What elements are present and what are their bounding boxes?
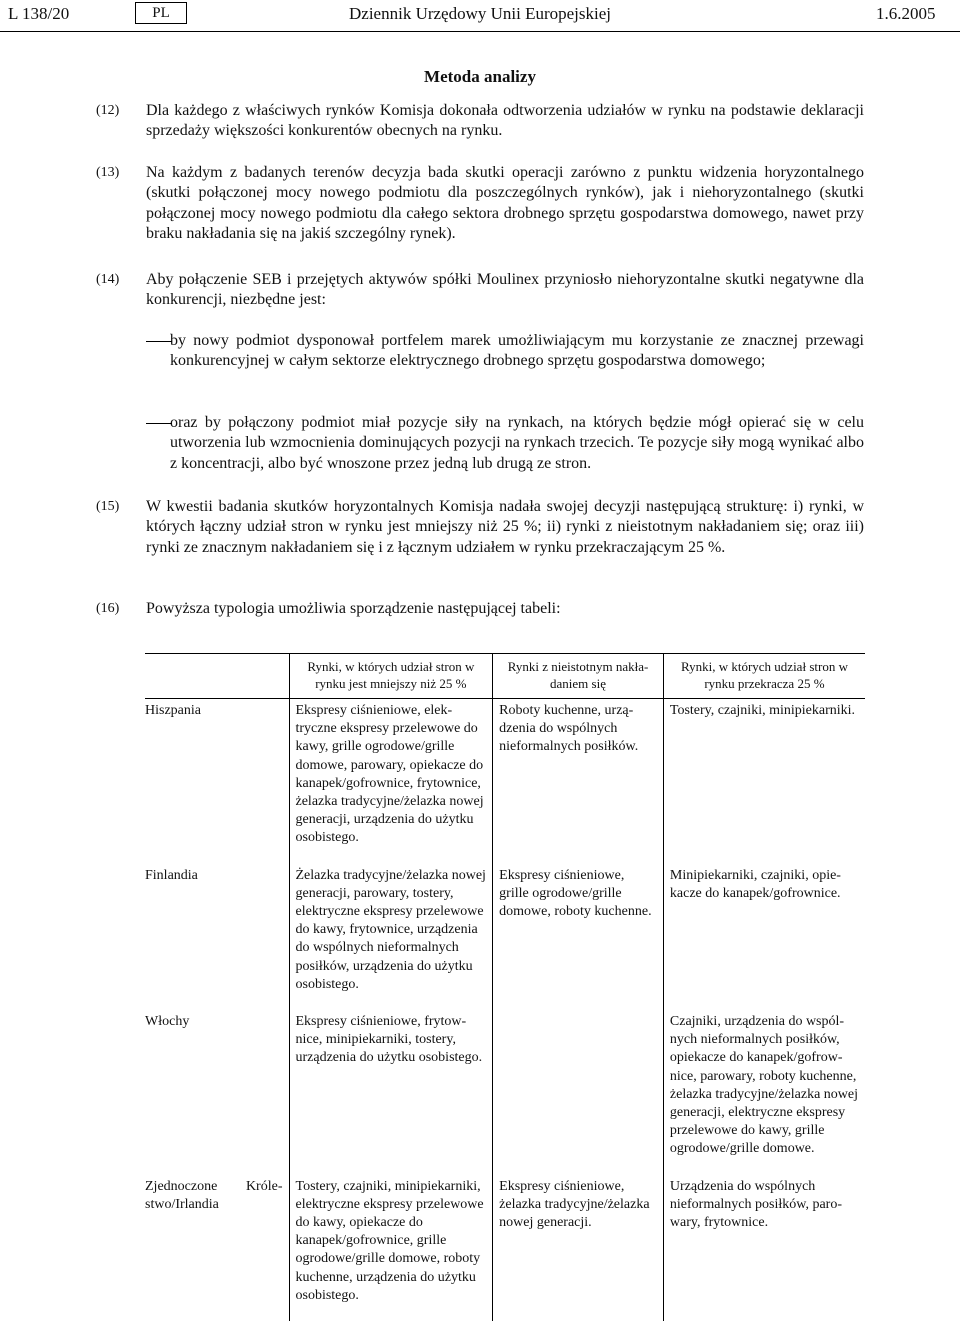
section-title: Metoda analizy [424, 67, 536, 86]
paragraph-text: Dla każdego z właściwych rynków Komisja dokonała odtworzenia udziałów w rynku na podstawie deklaracji sprzedaży większości konkurentów obecnych na rynku. [146, 102, 864, 140]
table-cell: Minipiekarniki, czajniki, opiekacze do kanapek/gofrownice. [663, 864, 865, 1010]
dash-text: oraz by połączony podmiot miał pozycje siły na rynkach, na których będzie mógł opierać się w celu utworzenia lub wzmocnienia dominujących pozycji na rynkach trzecich. Te pozycje siły mogą wynikać albo z koncentracji, albo być wnoszone przez jedną lub drugą ze stron. [170, 414, 864, 472]
journal-title: Dziennik Urzędowy Unii Europejskiej [349, 4, 612, 23]
country-cell: Zjednoczone Królestwo/Irlandia [145, 1178, 283, 1212]
page-header [0, 0, 960, 32]
table-cell: Ekspresy ciśnieniowe, elektryczne ekspresy przelewowe do kawy, grille ogrodowe/grille domowe, parowary, opiekacze do kanapek/gofrownice, frytownice, żelazka tradycyjne/żelazka nowej generacji, urządzenia do użytku osobistego. [289, 699, 493, 864]
table-cell: Tostery, czajniki, minipiekarniki, elektryczne ekspresy przelewowe do kawy, opiekacze do kanapek/gofrownice, grille ogrodowe/grille domowe, roboty kuchenne, urządzenia do użytku osobistego. [289, 1175, 493, 1321]
paragraph-number: (13) [96, 165, 120, 180]
header-cell-insignificant-overlap: Rynki z nieistotnym nakładaniem się [493, 654, 664, 699]
country-cell: Hiszpania [145, 703, 201, 718]
header-cell-above-25: Rynki, w których udział stron w rynku przekracza 25 % [663, 654, 865, 699]
table-row [145, 1010, 865, 1175]
table-cell: Ekspresy ciśnieniowe, grille ogrodowe/grille domowe, roboty kuchenne. [493, 864, 664, 1010]
table-cell: Urządzenia do wspólnych nieformalnych posiłków, parowary, frytownice. [663, 1175, 865, 1321]
table-cell: Tostery, czajniki, minipiekarniki. [663, 699, 865, 864]
paragraph-text: Powyższa typologia umożliwia sporządzenie następującej tabeli: [146, 600, 561, 617]
publication-date: 1.6.2005 [876, 4, 936, 23]
paragraph-number: (15) [96, 499, 120, 514]
language-code-box: PL [135, 2, 187, 24]
dash-item-2 [146, 413, 864, 474]
header-rule [0, 31, 960, 32]
table-row [145, 699, 865, 864]
table-header-row [145, 654, 865, 699]
paragraph-15 [96, 497, 864, 558]
country-cell: Włochy [145, 1014, 190, 1030]
header-cell-country [145, 654, 289, 699]
paragraph-text: Aby połączenie SEB i przejętych aktywów spółki Moulinex przyniosło niehoryzontalne skutki negatywne dla konkurencji, niezbędne jest: [146, 271, 864, 309]
table-cell: Ekspresy ciśnieniowe, żelazka tradycyjne/żelazka nowej generacji. [493, 1175, 664, 1321]
dash-mark [146, 423, 172, 424]
table-row [145, 864, 865, 1010]
paragraph-number: (16) [96, 601, 120, 616]
table-cell: Żelazka tradycyjne/żelazka nowej generacji, parowary, tostery, elektryczne ekspresy przelewowe do kawy, frytownice, urządzenia do wspólnych nieformalnych posiłków, urządzenia do użytku osobistego. [289, 864, 493, 1010]
dash-mark [146, 341, 172, 342]
paragraph-13 [96, 163, 864, 245]
paragraph-number: (12) [96, 103, 120, 118]
paragraph-14 [96, 270, 864, 311]
dash-text: by nowy podmiot dysponował portfelem marek umożliwiającym mu korzystanie ze znacznej przewagi konkurencyjnej w całym sektorze elektrycznego drobnego sprzętu gospodarstwa domowego; [170, 332, 864, 370]
market-typology-table [145, 653, 865, 1321]
table-cell: Czajniki, urządzenia do wspólnych nieformalnych posiłków, opiekacze do kanapek/gofrownice, parowary, roboty kuchenne, żelazka tradycyjne/żelazka nowej generacji, elektryczne ekspresy przelewowe do kawy, grille ogrodowe/grille domowe. [663, 1010, 865, 1175]
paragraph-text: Na każdym z badanych terenów decyzja bada skutki operacji zarówno z punktu widzenia horyzontalnego (skutki połączonej mocy nowego podmiotu dla poszczególnych rynków), jak i niehoryzontalnego (skutki połączonej mocy nowego podmiotu dla całego sektora drobnego sprzętu gospodarstwa domowego, nawet przy braku nakładania się na jakiś szczególny rynek). [146, 164, 864, 243]
table-cell: Ekspresy ciśnieniowe, frytownice, minipiekarniki, tostery, urządzenia do użytku osobistego. [289, 1010, 493, 1175]
paragraph-text: W kwestii badania skutków horyzontalnych Komisja nadała swojej decyzji następującą strukturę: i) rynki, w których łączny udział stron w rynku jest mniejszy niż 25 %; ii) rynki z nieistotnym nakładaniem się; oraz iii) rynki ze znacznym nakładaniem się i z łącznym udziałem w rynku przekraczającym 25 %. [146, 498, 864, 556]
table-cell [493, 1010, 664, 1175]
paragraph-16 [96, 599, 864, 619]
header-cell-below-25: Rynki, w których udział stron w rynku jest mniejszy niż 25 % [289, 654, 493, 699]
page-reference: L 138/20 [8, 4, 70, 23]
table-row [145, 1175, 865, 1321]
paragraph-12 [96, 101, 864, 142]
paragraph-number: (14) [96, 272, 120, 287]
table-cell: Roboty kuchenne, urządzenia do wspólnych nieformalnych posiłków. [493, 699, 664, 864]
country-cell: Finlandia [145, 867, 198, 883]
dash-item-1 [146, 331, 864, 372]
